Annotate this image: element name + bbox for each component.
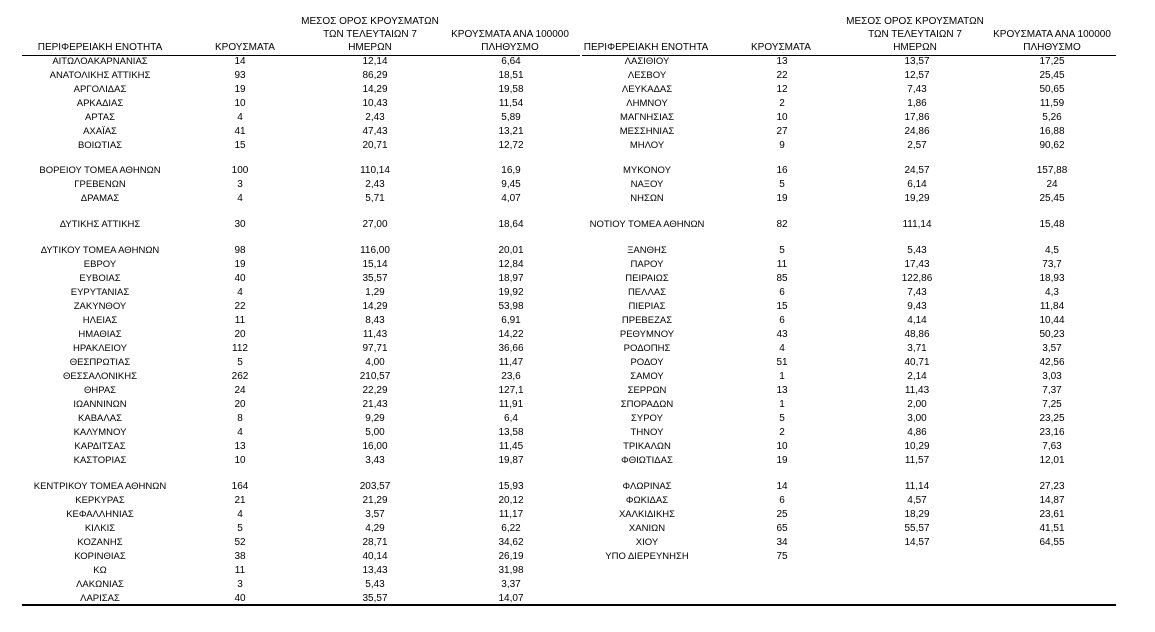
right-cell-cases: 16 xyxy=(776,165,788,176)
left-cell-region: ΚΕΦΑΛΛΗΝΙΑΣ xyxy=(66,509,134,520)
left-cell-region: ΑΡΓΟΛΙΔΑΣ xyxy=(73,84,127,95)
right-cell-cases: 19 xyxy=(776,193,788,204)
left-cell-per100k: 20,12 xyxy=(498,495,524,506)
left-cell-avg7: 8,43 xyxy=(365,315,385,326)
right-cell-cases: 4 xyxy=(779,343,785,354)
right-cell-avg7: 1,86 xyxy=(907,98,927,109)
right-cell-per100k: 42,56 xyxy=(1039,357,1065,368)
left-cell-cases: 30 xyxy=(234,219,246,230)
right-cell-region: ΦΛΩΡΙΝΑΣ xyxy=(622,481,672,492)
left-cell-per100k: 18,97 xyxy=(498,273,524,284)
right-cell-cases: 34 xyxy=(776,537,788,548)
right-cell-avg7: 17,86 xyxy=(904,112,930,123)
right-cell-avg7: 7,43 xyxy=(907,84,927,95)
right-cell-cases: 12 xyxy=(776,84,788,95)
right-cell-cases: 14 xyxy=(776,481,788,492)
left-cell-region: ΑΡΤΑΣ xyxy=(85,112,115,123)
right-cell-region: ΛΕΣΒΟΥ xyxy=(627,70,667,81)
left-cell-avg7: 10,43 xyxy=(362,98,388,109)
right-cell-region: ΧΑΛΚΙΔΙΚΗΣ xyxy=(618,509,676,520)
right-cell-cases: 25 xyxy=(776,509,788,520)
left-cell-cases: 40 xyxy=(234,593,246,604)
right-cell-cases: 1 xyxy=(779,399,785,410)
right-cell-per100k: 90,62 xyxy=(1039,140,1065,151)
left-cell-region: ΘΗΡΑΣ xyxy=(83,385,117,396)
right-cell-cases: 19 xyxy=(776,455,788,466)
left-cell-per100k: 36,66 xyxy=(498,343,524,354)
left-header-per100k-line2: ΠΛΗΘΥΣΜΟ xyxy=(481,42,539,53)
left-cell-cases: 20 xyxy=(234,329,246,340)
right-cell-cases: 43 xyxy=(776,329,788,340)
right-cell-per100k: 17,25 xyxy=(1039,56,1065,67)
right-header-per100k xyxy=(977,29,1127,53)
left-cell-cases: 14 xyxy=(234,56,246,67)
right-cell-avg7: 19,29 xyxy=(904,193,930,204)
left-cell-per100k: 14,22 xyxy=(498,329,524,340)
left-cell-cases: 3 xyxy=(237,579,243,590)
right-cell-cases: 13 xyxy=(776,56,788,67)
right-cell-cases: 5 xyxy=(779,245,785,256)
left-cell-per100k: 31,98 xyxy=(498,565,524,576)
right-cell-per100k: 15,48 xyxy=(1039,219,1065,230)
left-cell-region: ΑΙΤΩΛΟΑΚΑΡΝΑΝΙΑΣ xyxy=(52,56,148,67)
left-cell-avg7: 12,14 xyxy=(362,56,388,67)
right-cell-region: ΠΡΕΒΕΖΑΣ xyxy=(621,315,673,326)
left-cell-avg7: 27,00 xyxy=(362,219,388,230)
right-cell-per100k: 14,87 xyxy=(1039,495,1065,506)
right-cell-cases: 5 xyxy=(779,179,785,190)
left-cell-per100k: 127,1 xyxy=(498,385,524,396)
left-cell-per100k: 3,37 xyxy=(501,579,521,590)
left-cell-region: ΔΥΤΙΚΗΣ ΑΤΤΙΚΗΣ xyxy=(59,219,141,230)
right-cell-avg7: 18,29 xyxy=(904,509,930,520)
left-cell-per100k: 11,91 xyxy=(498,399,524,410)
right-cell-avg7: 17,43 xyxy=(904,259,930,270)
right-cell-region: ΡΟΔΟΠΗΣ xyxy=(623,343,671,354)
right-cell-avg7: 111,14 xyxy=(902,219,932,230)
left-cell-region: ΑΧΑΪΑΣ xyxy=(83,126,117,137)
left-cell-per100k: 12,72 xyxy=(498,140,524,151)
left-cell-cases: 164 xyxy=(231,481,249,492)
left-cell-region: ΛΑΚΩΝΙΑΣ xyxy=(76,579,124,590)
right-cell-cases: 75 xyxy=(776,551,788,562)
right-cell-avg7: 13,57 xyxy=(904,56,930,67)
left-cell-region: ΚΕΝΤΡΙΚΟΥ ΤΟΜΕΑ ΑΘΗΝΩΝ xyxy=(33,481,167,492)
right-cell-per100k: 64,55 xyxy=(1039,537,1065,548)
left-cell-avg7: 21,29 xyxy=(362,495,388,506)
right-cell-region: ΜΥΚΟΝΟΥ xyxy=(623,165,671,176)
left-header-avg7-line2: ΤΩΝ ΤΕΛΕΥΤΑΙΩΝ 7 xyxy=(323,29,417,40)
left-cell-per100k: 12,84 xyxy=(498,259,524,270)
left-cell-region: ΚΕΡΚΥΡΑΣ xyxy=(75,495,125,506)
left-cell-per100k: 11,45 xyxy=(498,441,524,452)
right-cell-region: ΞΑΝΘΗΣ xyxy=(627,245,667,256)
right-cell-region: ΜΑΓΝΗΣΙΑΣ xyxy=(620,112,674,123)
right-cell-per100k: 3,57 xyxy=(1042,343,1062,354)
right-cell-avg7: 11,43 xyxy=(904,385,930,396)
right-cell-region: ΜΗΛΟΥ xyxy=(629,140,665,151)
left-cell-region: ΔΥΤΙΚΟΥ ΤΟΜΕΑ ΑΘΗΝΩΝ xyxy=(40,245,160,256)
right-cell-per100k: 16,88 xyxy=(1039,126,1065,137)
left-cell-cases: 10 xyxy=(234,455,246,466)
left-cell-avg7: 11,43 xyxy=(362,329,388,340)
left-cell-cases: 19 xyxy=(234,259,246,270)
right-cell-per100k: 25,45 xyxy=(1039,70,1065,81)
left-cell-region: ΚΑΡΔΙΤΣΑΣ xyxy=(74,441,126,452)
left-cell-per100k: 6,22 xyxy=(501,523,521,534)
right-cell-region: ΤΡΙΚΑΛΩΝ xyxy=(623,441,671,452)
left-cell-per100k: 15,93 xyxy=(498,481,524,492)
right-header-avg7-line2: ΤΩΝ ΤΕΛΕΥΤΑΙΩΝ 7 xyxy=(868,29,962,40)
left-cell-avg7: 3,43 xyxy=(365,455,385,466)
right-cell-avg7: 55,57 xyxy=(904,523,930,534)
right-cell-cases: 6 xyxy=(779,495,785,506)
right-cell-per100k: 50,65 xyxy=(1039,84,1065,95)
left-cell-region: ΖΑΚΥΝΘΟΥ xyxy=(73,301,127,312)
left-cell-per100k: 14,07 xyxy=(498,593,524,604)
right-cell-cases: 27 xyxy=(776,126,788,137)
left-cell-cases: 22 xyxy=(234,301,246,312)
left-cell-per100k: 19,58 xyxy=(498,84,524,95)
right-cell-region: ΡΕΘΥΜΝΟΥ xyxy=(619,329,675,340)
right-cell-per100k: 25,45 xyxy=(1039,193,1065,204)
right-cell-per100k: 7,63 xyxy=(1042,441,1062,452)
left-header-per100k-line1: ΚΡΟΥΣΜΑΤΑ ΑΝΑ 100000 xyxy=(451,29,569,40)
right-cell-avg7: 3,00 xyxy=(907,413,927,424)
left-header-avg7 xyxy=(300,16,440,53)
right-cell-region: ΦΘΙΩΤΙΔΑΣ xyxy=(621,455,673,466)
right-cell-region: ΝΟΤΙΟΥ ΤΟΜΕΑ ΑΘΗΝΩΝ xyxy=(589,219,705,230)
left-cell-avg7: 97,71 xyxy=(362,343,388,354)
left-cell-cases: 13 xyxy=(234,441,246,452)
right-header-per100k-line1: ΚΡΟΥΣΜΑΤΑ ΑΝΑ 100000 xyxy=(993,29,1111,40)
right-cell-avg7: 40,71 xyxy=(904,357,930,368)
left-cell-cases: 21 xyxy=(234,495,246,506)
right-cell-avg7: 24,57 xyxy=(904,165,930,176)
right-cell-avg7: 48,86 xyxy=(904,329,930,340)
left-header-avg7-line1: ΜΕΣΟΣ ΟΡΟΣ ΚΡΟΥΣΜΑΤΩΝ xyxy=(301,16,439,27)
left-cell-per100k: 34,62 xyxy=(498,537,524,548)
left-header-per100k xyxy=(440,29,580,53)
left-cell-per100k: 13,58 xyxy=(498,427,524,438)
left-cell-per100k: 6,91 xyxy=(501,315,521,326)
left-cell-avg7: 116,00 xyxy=(360,245,390,256)
right-cell-per100k: 41,51 xyxy=(1039,523,1065,534)
left-cell-avg7: 5,71 xyxy=(365,193,385,204)
left-cell-cases: 8 xyxy=(237,413,243,424)
left-cell-region: ΙΩΑΝΝΙΝΩΝ xyxy=(73,399,127,410)
right-cell-avg7: 3,71 xyxy=(907,343,927,354)
right-header-avg7-line1: ΜΕΣΟΣ ΟΡΟΣ ΚΡΟΥΣΜΑΤΩΝ xyxy=(846,16,984,27)
left-cell-per100k: 16,9 xyxy=(501,165,521,176)
right-cell-region: ΣΑΜΟΥ xyxy=(630,371,664,382)
left-cell-cases: 5 xyxy=(237,357,243,368)
left-cell-avg7: 210,57 xyxy=(359,371,391,382)
right-cell-region: ΠΑΡΟΥ xyxy=(630,259,664,270)
left-cell-region: ΚΟΡΙΝΘΙΑΣ xyxy=(74,551,126,562)
left-cell-cases: 20 xyxy=(234,399,246,410)
right-cell-per100k: 11,59 xyxy=(1039,98,1065,109)
left-cell-cases: 15 xyxy=(234,140,246,151)
left-cell-region: ΑΝΑΤΟΛΙΚΗΣ ΑΤΤΙΚΗΣ xyxy=(49,70,151,81)
right-cell-region: ΛΕΥΚΑΔΑΣ xyxy=(621,84,673,95)
right-cell-per100k: 24 xyxy=(1046,179,1058,190)
right-cell-per100k: 10,44 xyxy=(1039,315,1065,326)
right-cell-per100k: 23,61 xyxy=(1039,509,1065,520)
left-cell-avg7: 16,00 xyxy=(362,441,388,452)
left-cell-per100k: 18,51 xyxy=(498,70,524,81)
left-cell-avg7: 40,14 xyxy=(362,551,388,562)
right-cell-per100k: 18,93 xyxy=(1039,273,1065,284)
right-cell-cases: 2 xyxy=(779,98,785,109)
right-cell-per100k: 11,84 xyxy=(1039,301,1065,312)
left-cell-avg7: 2,43 xyxy=(365,179,385,190)
right-cell-per100k: 7,37 xyxy=(1042,385,1062,396)
left-cell-cases: 24 xyxy=(234,385,246,396)
left-cell-avg7: 47,43 xyxy=(362,126,388,137)
right-cell-avg7: 10,29 xyxy=(904,441,930,452)
left-cell-per100k: 53,98 xyxy=(498,301,524,312)
right-cell-cases: 22 xyxy=(776,70,788,81)
left-cell-cases: 4 xyxy=(237,509,243,520)
right-cell-cases: 2 xyxy=(779,427,785,438)
left-cell-cases: 10 xyxy=(234,98,246,109)
left-cell-cases: 19 xyxy=(234,84,246,95)
right-cell-region: ΝΗΣΩΝ xyxy=(630,193,664,204)
right-cell-per100k: 157,88 xyxy=(1036,165,1068,176)
right-header-region: ΠΕΡΙΦΕΡΕΙΑΚΗ ΕΝΟΤΗΤΑ xyxy=(583,42,709,53)
right-cell-avg7: 2,00 xyxy=(907,399,927,410)
left-cell-avg7: 4,00 xyxy=(365,357,385,368)
left-cell-avg7: 35,57 xyxy=(362,273,388,284)
left-cell-cases: 4 xyxy=(237,287,243,298)
right-cell-cases: 51 xyxy=(776,357,788,368)
right-cell-per100k: 5,26 xyxy=(1042,112,1062,123)
left-cell-region: ΘΕΣΣΑΛΟΝΙΚΗΣ xyxy=(63,371,137,382)
right-cell-per100k: 3,03 xyxy=(1042,371,1062,382)
right-header-avg7-line3: ΗΜΕΡΩΝ xyxy=(893,42,937,53)
right-cell-region: ΝΑΞΟΥ xyxy=(630,179,664,190)
left-cell-per100k: 11,47 xyxy=(498,357,524,368)
left-cell-cases: 100 xyxy=(231,165,249,176)
left-cell-per100k: 4,07 xyxy=(501,193,521,204)
left-cell-avg7: 1,29 xyxy=(365,287,385,298)
left-cell-cases: 98 xyxy=(234,245,246,256)
right-cell-per100k: 12,01 xyxy=(1039,455,1065,466)
left-cell-cases: 262 xyxy=(231,371,249,382)
left-cell-avg7: 21,43 xyxy=(362,399,388,410)
right-cell-region: ΣΕΡΡΩΝ xyxy=(627,385,667,396)
right-cell-avg7: 5,43 xyxy=(907,245,927,256)
right-cell-cases: 85 xyxy=(776,273,788,284)
right-cell-region: ΧΑΝΙΩΝ xyxy=(628,523,666,534)
table-bottom-rule xyxy=(22,604,1116,606)
left-cell-per100k: 18,64 xyxy=(498,219,524,230)
left-cell-region: ΑΡΚΑΔΙΑΣ xyxy=(76,98,124,109)
right-cell-region: ΣΥΡΟΥ xyxy=(631,413,663,424)
right-cell-avg7: 4,14 xyxy=(907,315,927,326)
left-cell-avg7: 4,29 xyxy=(365,523,385,534)
left-cell-region: ΛΑΡΙΣΑΣ xyxy=(80,593,120,604)
left-cell-avg7: 14,29 xyxy=(362,84,388,95)
left-cell-per100k: 20,01 xyxy=(498,245,524,256)
right-cell-cases: 6 xyxy=(779,287,785,298)
left-cell-region: ΒΟΙΩΤΙΑΣ xyxy=(77,140,123,151)
left-cell-region: ΚΩ xyxy=(93,565,107,576)
left-cell-per100k: 9,45 xyxy=(501,179,521,190)
left-header-region: ΠΕΡΙΦΕΡΕΙΑΚΗ ΕΝΟΤΗΤΑ xyxy=(37,42,163,53)
right-cell-avg7: 7,43 xyxy=(907,287,927,298)
left-cell-avg7: 5,43 xyxy=(365,579,385,590)
left-cell-per100k: 6,4 xyxy=(504,413,518,424)
right-cell-per100k: 7,25 xyxy=(1042,399,1062,410)
right-cell-per100k: 23,25 xyxy=(1039,413,1065,424)
left-cell-avg7: 14,29 xyxy=(362,301,388,312)
left-cell-avg7: 3,57 xyxy=(365,509,385,520)
right-cell-avg7: 11,57 xyxy=(904,455,930,466)
left-cell-avg7: 35,57 xyxy=(362,593,388,604)
left-cell-cases: 11 xyxy=(234,315,246,326)
right-cell-avg7: 6,14 xyxy=(907,179,927,190)
left-cell-avg7: 2,43 xyxy=(365,112,385,123)
right-cell-cases: 6 xyxy=(779,315,785,326)
left-cell-avg7: 22,29 xyxy=(362,385,388,396)
left-cell-region: ΘΕΣΠΡΩΤΙΑΣ xyxy=(69,357,131,368)
left-cell-cases: 4 xyxy=(237,427,243,438)
right-cell-region: ΧΙΟΥ xyxy=(635,537,659,548)
right-cell-avg7: 4,86 xyxy=(907,427,927,438)
left-cell-avg7: 110,14 xyxy=(360,165,390,176)
right-cell-region: ΡΟΔΟΥ xyxy=(630,357,664,368)
left-cell-avg7: 5,00 xyxy=(365,427,385,438)
left-cell-region: ΔΡΑΜΑΣ xyxy=(80,193,120,204)
left-cell-cases: 3 xyxy=(237,179,243,190)
left-cell-per100k: 6,64 xyxy=(501,56,521,67)
right-header-avg7 xyxy=(845,16,985,53)
left-cell-per100k: 13,21 xyxy=(498,126,524,137)
left-cell-avg7: 9,29 xyxy=(365,413,385,424)
left-cell-region: ΕΒΡΟΥ xyxy=(83,259,117,270)
right-cell-region: ΠΙΕΡΙΑΣ xyxy=(628,301,666,312)
left-header-avg7-line3: ΗΜΕΡΩΝ xyxy=(348,42,392,53)
right-cell-avg7: 2,14 xyxy=(907,371,927,382)
left-cell-avg7: 28,71 xyxy=(362,537,388,548)
left-cell-per100k: 19,92 xyxy=(498,287,524,298)
left-cell-region: ΕΥΒΟΙΑΣ xyxy=(79,273,121,284)
right-cell-region: ΠΕΛΛΑΣ xyxy=(627,287,667,298)
right-cell-cases: 10 xyxy=(776,112,788,123)
left-cell-avg7: 20,71 xyxy=(362,140,388,151)
left-cell-region: ΗΛΕΙΑΣ xyxy=(82,315,118,326)
left-cell-per100k: 26,19 xyxy=(498,551,524,562)
right-cell-cases: 15 xyxy=(776,301,788,312)
right-cell-cases: 13 xyxy=(776,385,788,396)
left-cell-region: ΚΟΖΑΝΗΣ xyxy=(77,537,123,548)
right-cell-cases: 11 xyxy=(776,259,788,270)
left-cell-region: ΚΑΣΤΟΡΙΑΣ xyxy=(73,455,127,466)
left-cell-cases: 52 xyxy=(234,537,246,548)
right-cell-avg7: 2,57 xyxy=(907,140,927,151)
right-cell-per100k: 23,16 xyxy=(1039,427,1065,438)
left-cell-cases: 4 xyxy=(237,193,243,204)
right-cell-region: ΠΕΙΡΑΙΩΣ xyxy=(625,273,669,284)
left-cell-cases: 11 xyxy=(234,565,246,576)
right-cell-cases: 82 xyxy=(776,219,788,230)
right-header-per100k-line2: ΠΛΗΘΥΣΜΟ xyxy=(1023,42,1081,53)
right-cell-region: ΛΗΜΝΟΥ xyxy=(626,98,668,109)
left-cell-region: ΕΥΡΥΤΑΝΙΑΣ xyxy=(70,287,130,298)
left-cell-cases: 5 xyxy=(237,523,243,534)
left-cell-avg7: 203,57 xyxy=(359,481,391,492)
left-cell-per100k: 5,89 xyxy=(501,112,521,123)
left-cell-region: ΗΡΑΚΛΕΙΟΥ xyxy=(73,343,127,354)
right-cell-region: ΣΠΟΡΑΔΩΝ xyxy=(620,399,674,410)
left-cell-per100k: 11,17 xyxy=(498,509,524,520)
left-cell-per100k: 23,6 xyxy=(501,371,521,382)
right-cell-region: ΤΗΝΟΥ xyxy=(630,427,664,438)
right-cell-cases: 5 xyxy=(779,413,785,424)
left-cell-region: ΚΙΛΚΙΣ xyxy=(84,523,116,534)
left-cell-cases: 40 xyxy=(234,273,246,284)
right-cell-avg7: 11,14 xyxy=(904,481,930,492)
left-cell-cases: 112 xyxy=(232,343,248,354)
left-cell-cases: 41 xyxy=(234,126,246,137)
right-cell-region: ΥΠΟ ΔΙΕΡΕΥΝΗΣΗ xyxy=(605,551,689,562)
right-cell-avg7: 4,57 xyxy=(907,495,927,506)
left-cell-avg7: 86,29 xyxy=(362,70,388,81)
left-cell-region: ΚΑΒΑΛΑΣ xyxy=(78,413,122,424)
left-cell-avg7: 15,14 xyxy=(362,259,388,270)
right-cell-avg7: 122,86 xyxy=(901,273,933,284)
right-cell-region: ΦΩΚΙΔΑΣ xyxy=(625,495,669,506)
right-cell-region: ΛΑΣΙΘΙΟΥ xyxy=(624,56,670,67)
left-cell-avg7: 13,43 xyxy=(362,565,388,576)
left-cell-cases: 93 xyxy=(234,70,246,81)
right-cell-avg7: 24,86 xyxy=(904,126,930,137)
right-cell-cases: 1 xyxy=(779,371,785,382)
right-cell-avg7: 9,43 xyxy=(907,301,927,312)
left-cell-cases: 4 xyxy=(237,112,243,123)
right-cell-cases: 65 xyxy=(776,523,788,534)
left-cell-region: ΗΜΑΘΙΑΣ xyxy=(78,329,122,340)
left-cell-region: ΓΡΕΒΕΝΩΝ xyxy=(74,179,126,190)
right-cell-per100k: 4,3 xyxy=(1045,287,1059,298)
right-header-cases: ΚΡΟΥΣΜΑΤΑ xyxy=(751,42,811,53)
left-cell-per100k: 11,54 xyxy=(498,98,524,109)
left-cell-cases: 38 xyxy=(234,551,246,562)
right-cell-cases: 10 xyxy=(776,441,788,452)
left-header-cases: ΚΡΟΥΣΜΑΤΑ xyxy=(215,42,275,53)
right-cell-per100k: 4,5 xyxy=(1045,245,1059,256)
right-cell-avg7: 14,57 xyxy=(904,537,930,548)
left-cell-region: ΒΟΡΕΙΟΥ ΤΟΜΕΑ ΑΘΗΝΩΝ xyxy=(39,165,161,176)
right-cell-region: ΜΕΣΣΗΝΙΑΣ xyxy=(619,126,675,137)
right-cell-per100k: 27,23 xyxy=(1039,481,1065,492)
left-cell-per100k: 19,87 xyxy=(498,455,524,466)
right-cell-cases: 9 xyxy=(779,140,785,151)
right-cell-avg7: 12,57 xyxy=(904,70,930,81)
right-cell-per100k: 50,23 xyxy=(1039,329,1065,340)
left-cell-region: ΚΑΛΥΜΝΟΥ xyxy=(73,427,127,438)
right-cell-per100k: 73,7 xyxy=(1042,259,1062,270)
